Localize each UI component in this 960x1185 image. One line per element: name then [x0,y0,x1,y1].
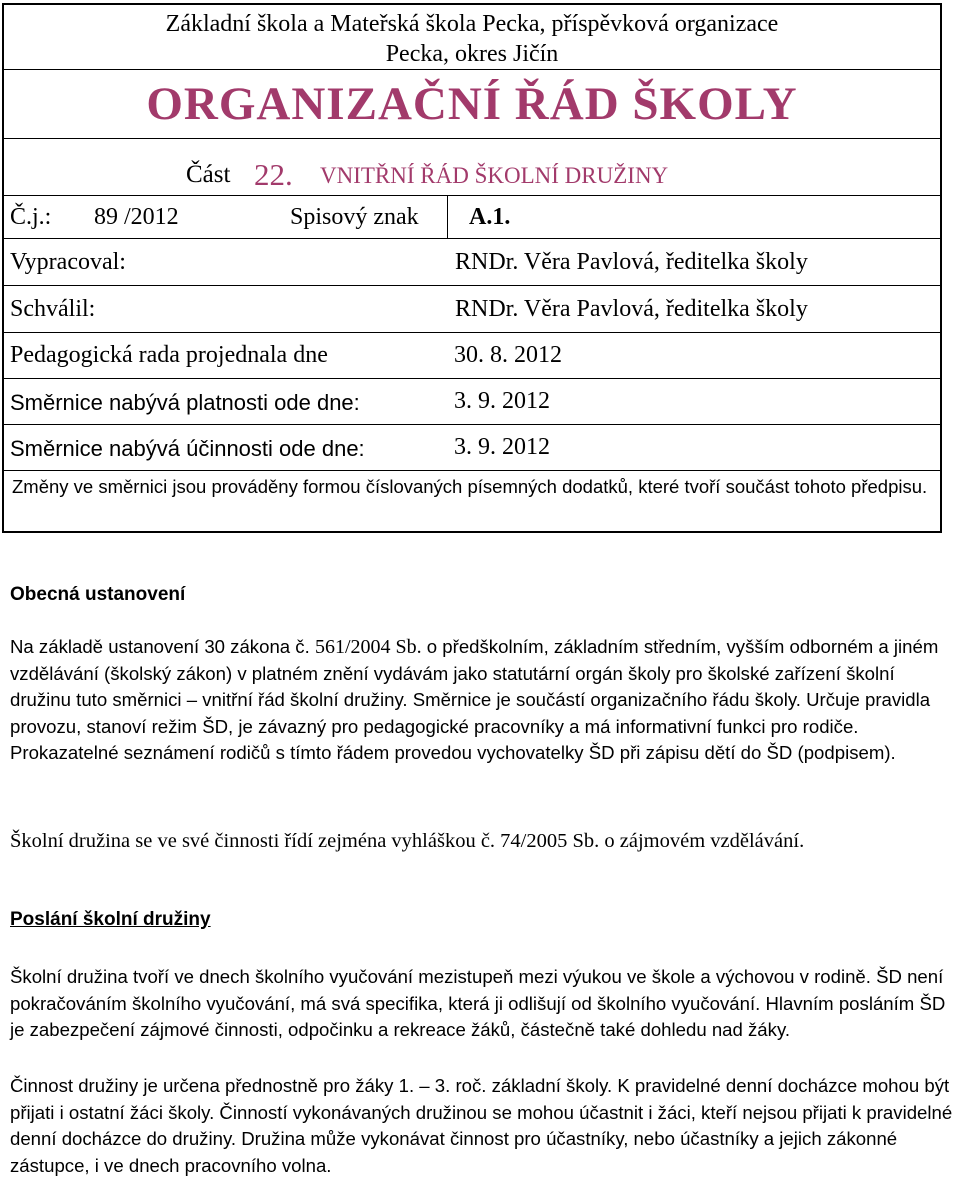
prepared-row [4,238,940,285]
general-p1-rest: o předškolním, základním středním, vyšším odborném a jiném vzdělávání (školský zákon) v platném znění vydávám jako statutární orgán školy pro školské zařízení školní družinu tuto směrnici – vnitřní řád školní družiny. Směrnice je součástí organizačního řádu školy. Určuje pravidla provozu, stanoví režim ŠD, je závazný pro pedagogické pracovníky a má informativní funkci pro rodiče. Prokazatelné seznámení rodičů s tímto řádem provedou vychovatelky ŠD při zápisu dětí do ŠD (podpisem). [10,636,939,764]
council-row [4,332,940,378]
effect-date: 3. 9. 2012 [454,434,550,460]
part-label: Část [186,161,231,188]
section-heading-mission: Poslání školní družiny [10,909,211,930]
validity-row [4,378,940,424]
prepared-label: Vypracoval: [10,249,126,275]
cj-label: Č.j.: [10,204,52,230]
part-heading [4,138,940,195]
law-reference: 561/2004 Sb. [314,636,422,658]
org-line-2: Pecka, okres Jičín [385,41,559,67]
general-p1-start: Na základě ustanovení 30 zákona č. [10,636,315,657]
approved-value: RNDr. Věra Pavlová, ředitelka školy [455,296,808,322]
validity-date: 3. 9. 2012 [454,388,550,414]
organization-name [4,5,940,69]
cj-value: 89 /2012 [94,204,179,230]
mission-paragraph-2: Činnost družiny je určena přednostně pro žáky 1. – 3. roč. základní školy. K pravidelné denní docházce mohou být přijati i ostatní žáci školy. Činností vykonávaných družinou se mohou účastnit i žáci, kteří nejsou přijati k pravidelné denní docházce do družiny. Družina může vykonávat činnost pro účastníky, nebo účastníky a jejich zákonné zástupce, i ve dnech pracovního volna. [10,1075,953,1176]
cell-divider [447,195,448,238]
mission-paragraph-1: Školní družina tvoří ve dnech školního vyučování mezistupeň mezi výukou ve škole a výchovou v rodině. ŠD není pokračováním školního vyučování, má svá specifika, která ji odlišují od školního vyučování. Hlavním posláním ŠD je zabezpečení zájmové činnosti, odpočinku a rekreace žáků, částečně také dohledu nad žáky. [10,966,946,1041]
reference-row [4,195,940,238]
prepared-value: RNDr. Věra Pavlová, ředitelka školy [455,249,808,275]
general-paragraph-2: Školní družina se ve své činnosti řídí zejména vyhláškou č. 74/2005 Sb. o zájmovém vzdělávání. [10,830,805,852]
approved-label: Schválil: [10,296,96,322]
effect-label: Směrnice nabývá účinnosti ode dne: [10,436,365,461]
approved-row [4,285,940,332]
org-line-1: Základní škola a Mateřská škola Pecka, příspěvková organizace [165,11,779,37]
spis-value: A.1. [469,204,511,230]
spis-label: Spisový znak [290,204,419,230]
part-title: VNITŘNÍ ŘÁD ŠKOLNÍ DRUŽINY [320,163,669,188]
council-label: Pedagogická rada projednala dne [10,342,328,368]
changes-note: Změny ve směrnici jsou prováděny formou číslovaných písemných dodatků, které tvoří součást tohoto předpisu. [4,470,940,531]
document-title: ORGANIZAČNÍ ŘÁD ŠKOLY [4,69,940,138]
section-heading-general: Obecná ustanovení [10,584,186,605]
effect-row [4,424,940,470]
validity-label: Směrnice nabývá platnosti ode dne: [10,390,360,415]
general-paragraph-1 [10,634,958,767]
council-date: 30. 8. 2012 [454,342,562,368]
header-table [2,3,942,533]
part-number: 22. [254,157,293,192]
